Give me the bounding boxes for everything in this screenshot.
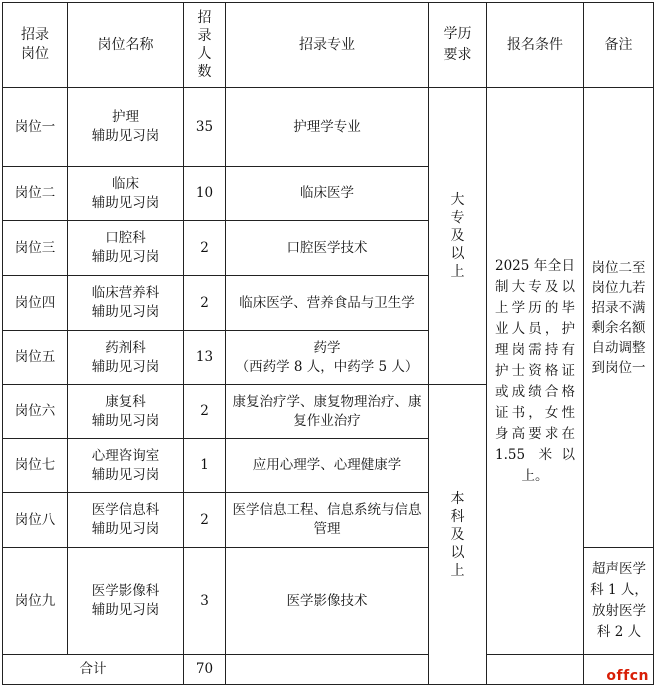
post-cell: 岗位九 [3,548,68,655]
count-cell: 1 [184,439,226,493]
header-edu: 学历要求 [443,26,472,63]
post-name-cell: 临床营养科 辅助见习岗 [68,276,184,331]
post-cell: 岗位七 [3,439,68,493]
count-cell: 3 [184,548,226,655]
major-cell: 康复治疗学、康复物理治疗、康复作业治疗 [226,385,429,439]
post-cell: 岗位一 [3,88,68,167]
post-name-cell: 口腔科 辅助见习岗 [68,221,184,276]
header-note: 备注 [584,3,654,88]
count-cell: 2 [184,493,226,548]
major-cell: 口腔医学技术 [226,221,429,276]
header-row [3,3,654,88]
header-cond: 报名条件 [487,3,584,88]
total-label: 合计 [3,655,184,685]
header-post: 招录 岗位 [3,3,68,88]
header-name: 岗位名称 [68,3,184,88]
offcn-logo: offcn [606,668,649,684]
total-row [3,655,654,685]
post-name-cell: 临床 辅助见习岗 [68,167,184,221]
count-cell: 2 [184,221,226,276]
post-name-cell: 护理 辅助见习岗 [68,88,184,167]
note-upper-cell: 岗位二至岗位九若招录不满剩余名额自动调整到岗位一 [591,259,646,376]
count-cell: 10 [184,167,226,221]
header-major: 招录专业 [226,3,429,88]
post-name-cell: 药剂科 辅助见习岗 [68,331,184,385]
post-cell: 岗位五 [3,331,68,385]
post-name-cell: 心理咨询室 辅助见习岗 [68,439,184,493]
post-name-cell: 医学影像科 辅助见习岗 [68,548,184,655]
major-cell: 应用心理学、心理健康学 [226,439,429,493]
major-cell: 医学信息工程、信息系统与信息管理 [226,493,429,548]
note-post9-cell: 超声医学科 1 人，放射医学科 2 人 [590,561,648,640]
header-count: 招录人数 [197,10,212,80]
post-cell: 岗位八 [3,493,68,548]
post-cell: 岗位四 [3,276,68,331]
post-name-cell: 医学信息科 辅助见习岗 [68,493,184,548]
major-cell: 药学 （西药学 8 人，中药学 5 人） [226,331,429,385]
total-count: 70 [184,655,226,685]
major-cell: 临床医学、营养食品与卫生学 [226,276,429,331]
post-cell: 岗位三 [3,221,68,276]
count-cell: 2 [184,385,226,439]
post-name-cell: 康复科 辅助见习岗 [68,385,184,439]
post-cell: 岗位二 [3,167,68,221]
post-cell: 岗位六 [3,385,68,439]
recruitment-table [2,2,654,685]
count-cell: 13 [184,331,226,385]
major-cell: 医学影像技术 [226,548,429,655]
edu-lower-cell: 本科及以上 [450,490,465,579]
count-cell: 2 [184,276,226,331]
major-cell: 临床医学 [226,167,429,221]
condition-cell: 2025 年全日制大专及以上学历的毕业人员，护理岗需持有护士资格证或成绩合格证书，女性身高要求在 1.55 米以上。 [495,257,575,484]
table-row [3,88,654,167]
edu-upper-cell: 大专及以上 [450,192,465,280]
count-cell: 35 [184,88,226,167]
major-cell: 护理学专业 [226,88,429,167]
